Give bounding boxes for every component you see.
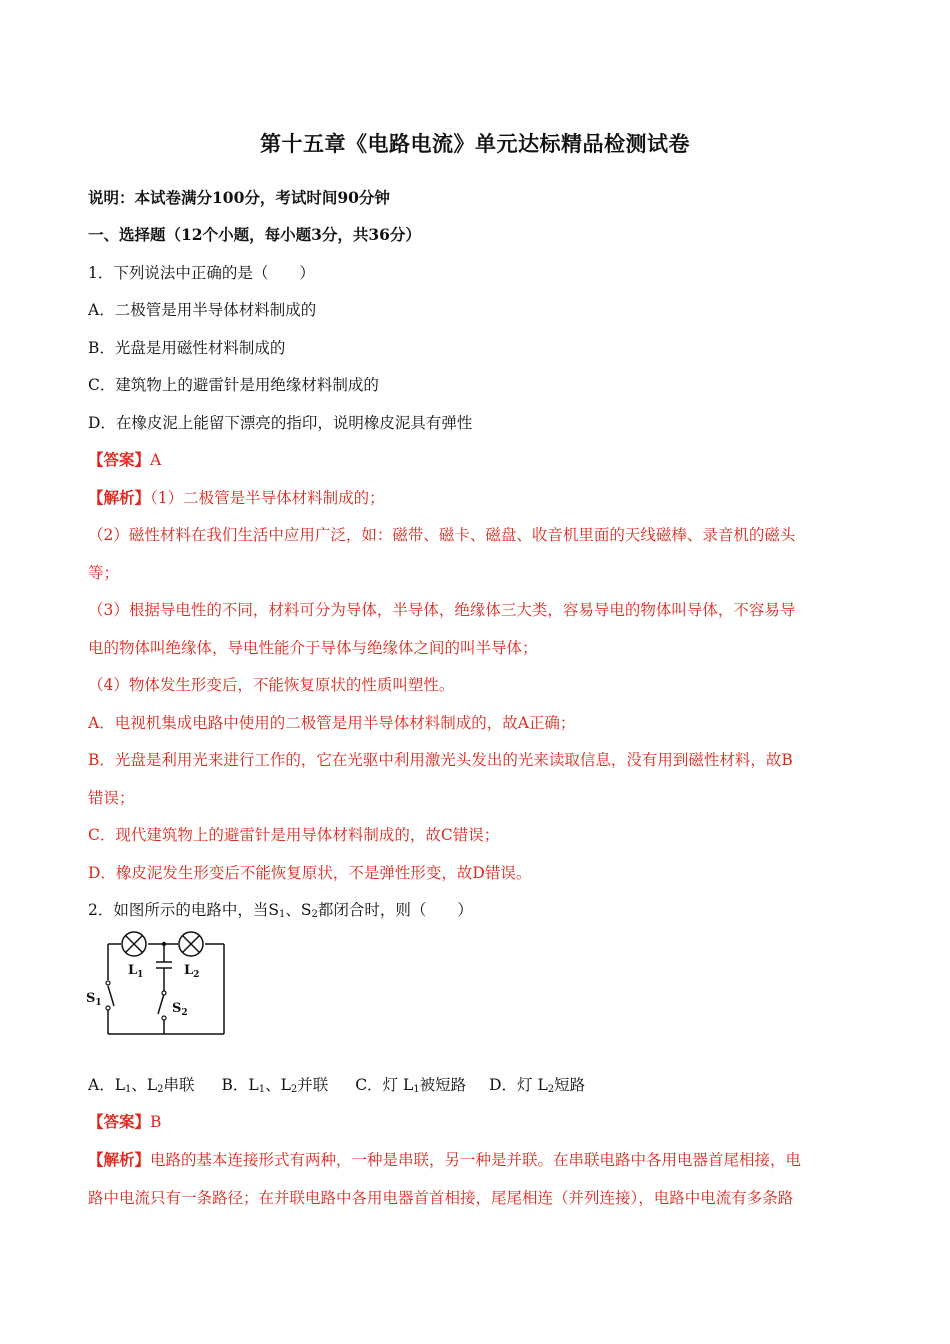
q1-option-a: A．二极管是用半导体材料制成的 xyxy=(88,301,317,319)
label-l2: $L_2$ xyxy=(184,963,200,980)
q1-analysis-line: 错误； xyxy=(88,789,135,807)
section-heading: 一、选择题（12个小题，每小题3分，共36分） xyxy=(88,225,421,244)
lamp-l1-icon xyxy=(122,932,146,956)
q1-analysis-line: D．橡皮泥发生形变后不能恢复原状，不是弹性形变，故D错误。 xyxy=(88,864,532,882)
q1-analysis-line: A．电视机集成电路中使用的二极管是用半导体材料制成的，故A正确； xyxy=(88,714,576,732)
answer-tag: 【答案】 xyxy=(88,1112,151,1131)
lamp-l2-icon xyxy=(179,932,203,956)
q2-stem-part: 都闭合时，则（ ） xyxy=(317,901,473,919)
q2-stem-part: 2．如图所示的电路中，当S xyxy=(88,901,279,919)
label-l1: $L_1$ xyxy=(128,963,144,980)
q1-analysis-line: B．光盘是利用光来进行工作的，它在光驱中利用激光头发出的光来读取信息，没有用到磁性材料，故B xyxy=(88,751,793,769)
q1-analysis-line: C．现代建筑物上的避雷针是用导体材料制成的，故C错误； xyxy=(88,826,500,844)
subscript: 1 xyxy=(278,909,286,920)
q2-stem-part: 、S xyxy=(285,901,312,919)
q2-option-d: D．灯 $L_2$短路 xyxy=(489,1076,586,1095)
answer-tag: 【答案】 xyxy=(88,450,151,469)
q1-analysis-line: （2）磁性材料在我们生活中应用广泛，如：磁带、磁卡、磁盘、收音机里面的天线磁棒、录音机的磁头 xyxy=(88,526,796,544)
q2-option-c: C．灯 $L_1$被短路 xyxy=(355,1076,467,1095)
answer-value: A xyxy=(150,451,162,469)
q1-analysis-line: 等； xyxy=(88,564,120,582)
page-title: 第十五章《电路电流》单元达标精品检测试卷 xyxy=(260,131,690,156)
analysis-tag: 【解析】 xyxy=(88,488,151,507)
exam-note: 说明：本试卷满分100分，考试时间90分钟 xyxy=(88,188,390,207)
q2-answer xyxy=(88,1110,161,1132)
label-s2: $S_2$ xyxy=(172,1001,188,1018)
q1-analysis-line: 电的物体叫绝缘体，导电性能介于导体与绝缘体之间的叫半导体； xyxy=(88,639,538,657)
q2-stem xyxy=(88,898,473,920)
q1-option-c: C．建筑物上的避雷针是用绝缘材料制成的 xyxy=(88,376,379,394)
q2-options xyxy=(88,1073,585,1095)
q2-analysis-line: 路中电流只有一条路径；在并联电路中各用电器首首相接，尾尾相连（并列连接），电路中电流有多条路 xyxy=(88,1189,794,1207)
answer-value: B xyxy=(150,1113,162,1131)
analysis-text: 电路的基本连接形式有两种，一种是串联，另一种是并联。在串联电路中各用电器首尾相接，电 xyxy=(150,1151,802,1169)
q1-analysis-line xyxy=(88,486,385,508)
q1-option-b: B．光盘是用磁性材料制成的 xyxy=(88,339,286,357)
q2-option-b: B．$L_1$、$L_2$并联 xyxy=(221,1076,329,1095)
analysis-tag: 【解析】 xyxy=(88,1150,151,1169)
q2-option-a: A．$L_1$、$L_2$串联 xyxy=(88,1076,195,1095)
subscript: 2 xyxy=(311,909,318,920)
q1-stem: 1．下列说法中正确的是（ ） xyxy=(88,264,315,282)
q2-analysis-line xyxy=(88,1148,801,1170)
circuit-diagram xyxy=(84,928,234,1040)
q1-option-d: D．在橡皮泥上能留下漂亮的指印，说明橡皮泥具有弹性 xyxy=(88,414,473,432)
q1-analysis-line: （3）根据导电性的不同，材料可分为导体，半导体，绝缘体三大类，容易导电的物体叫导体，不容易导 xyxy=(88,601,796,619)
label-s1: $S_1$ xyxy=(86,991,102,1008)
q1-answer xyxy=(88,448,161,470)
q1-analysis-line: （4）物体发生形变后，不能恢复原状的性质叫塑性。 xyxy=(88,676,455,694)
analysis-text: （1）二极管是半导体材料制成的； xyxy=(150,489,385,507)
